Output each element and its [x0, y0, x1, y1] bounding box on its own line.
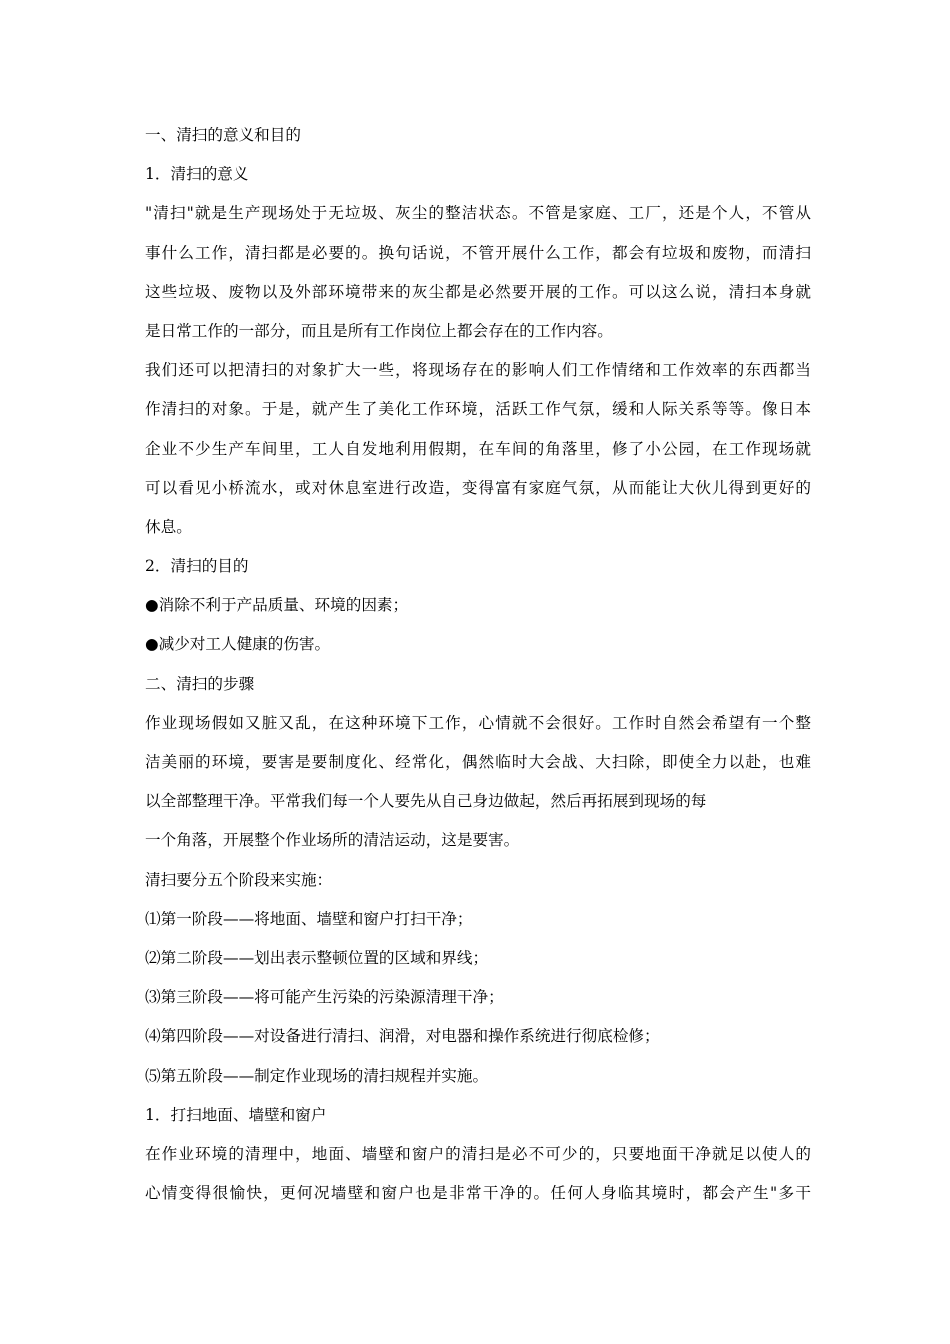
- paragraph-line: 作业现场假如又脏又乱，在这种环境下工作，心情就不会很好。工作时自然会希望有一个整: [145, 713, 811, 732]
- list-item: ⑴第一阶段——将地面、墙壁和窗户打扫干净；: [145, 909, 473, 928]
- paragraph-line: 可以看见小桥流水，或对休息室进行改造，变得富有家庭气氛，从而能让大伙儿得到更好的: [145, 478, 811, 497]
- paragraph-line: 是日常工作的一部分，而且是所有工作岗位上都会存在的工作内容。: [145, 321, 613, 340]
- paragraph-line: 我们还可以把清扫的对象扩大一些，将现场存在的影响人们工作情绪和工作效率的东西都当: [145, 361, 811, 380]
- paragraph-line: 以全部整理干净。平常我们每一个人要先从自己身边做起，然后再拓展到现场的每: [145, 792, 707, 811]
- subsection-heading: 2．清扫的目的: [145, 557, 249, 576]
- bullet-item: ●减少对工人健康的伤害。: [145, 635, 331, 654]
- list-item: ⑸第五阶段——制定作业现场的清扫规程并实施。: [145, 1066, 489, 1085]
- paragraph-line: 事什么工作，清扫都是必要的。换句话说，不管开展什么工作，都会有垃圾和废物，而清扫: [145, 243, 811, 262]
- paragraph-line: 休息。: [145, 517, 192, 536]
- paragraph-line: "清扫"就是生产现场处于无垃圾、灰尘的整洁状态。不管是家庭、工厂，还是个人，不管从: [145, 204, 811, 223]
- subsection-heading: 1．清扫的意义: [145, 165, 249, 184]
- paragraph-line: 企业不少生产车间里，工人自发地利用假期，在车间的角落里，修了小公园，在工作现场就: [145, 439, 811, 458]
- paragraph-line: 一个角落，开展整个作业场所的清洁运动，这是要害。: [145, 831, 520, 850]
- paragraph-line: 清扫要分五个阶段来实施：: [145, 870, 333, 889]
- section-heading: 一、清扫的意义和目的: [145, 126, 301, 144]
- list-item: ⑵第二阶段——划出表示整顿位置的区域和界线；: [145, 948, 489, 967]
- bullet-item: ●消除不利于产品质量、环境的因素；: [145, 596, 409, 615]
- paragraph-line: 作清扫的对象。于是，就产生了美化工作环境，活跃工作气氛，缓和人际关系等等。像日本: [145, 400, 811, 419]
- paragraph-line: 这些垃圾、废物以及外部环境带来的灰尘都是必然要开展的工作。可以这么说，清扫本身就: [145, 282, 811, 301]
- subsection-heading: 1．打扫地面、墙壁和窗户: [145, 1105, 327, 1124]
- paragraph-line: 在作业环境的清理中，地面、墙壁和窗户的清扫是必不可少的，只要地面干净就足以使人的: [145, 1144, 811, 1163]
- list-item: ⑶第三阶段——将可能产生污染的污染源清理干净；: [145, 988, 504, 1007]
- document-page: [145, 116, 811, 1213]
- paragraph-line: 洁美丽的环境，要害是要制度化、经常化，偶然临时大会战、大扫除，即使全力以赴，也难: [145, 753, 811, 771]
- list-item: ⑷第四阶段——对设备进行清扫、润滑，对电器和操作系统进行彻底检修；: [145, 1027, 660, 1046]
- section-heading: 二、清扫的步骤: [145, 674, 255, 693]
- paragraph-line: 心情变得很愉快，更何况墙壁和窗户也是非常干净的。任何人身临其境时，都会产生"多干: [145, 1184, 811, 1203]
